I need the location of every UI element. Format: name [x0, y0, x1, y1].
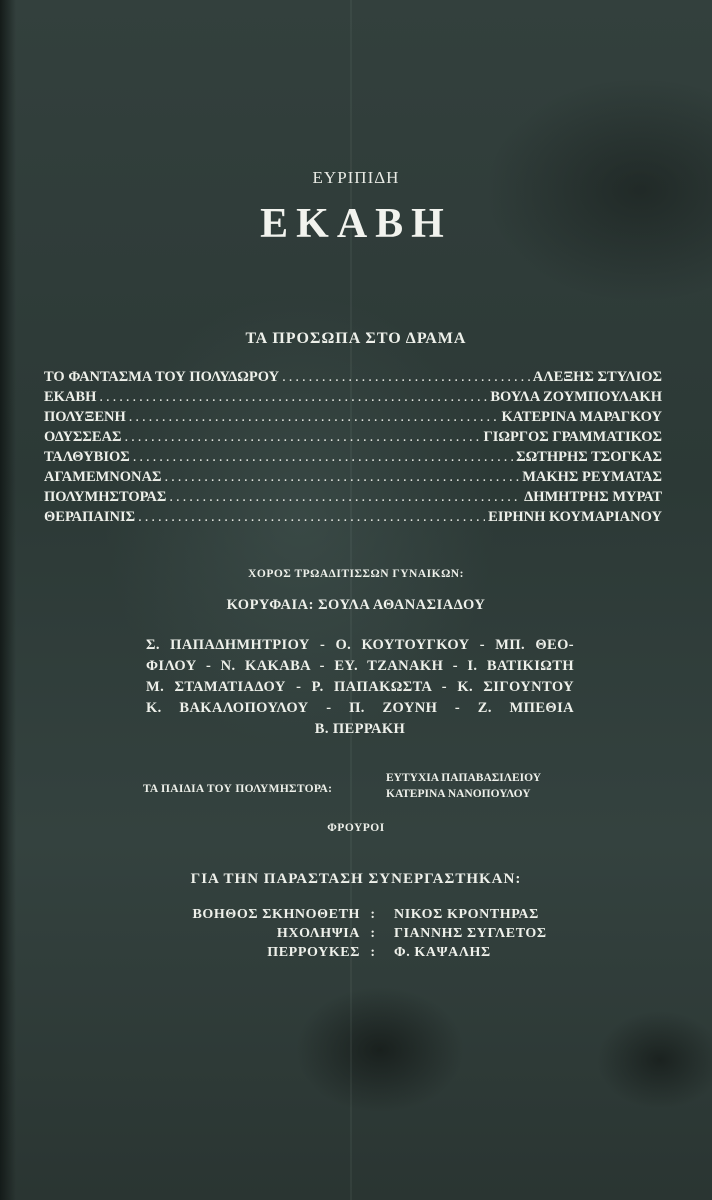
cast-actor: ΑΛΕΞΗΣ ΣΤΥΛΙΟΣ	[532, 369, 662, 385]
dot-leader	[169, 487, 521, 507]
dot-leader	[133, 447, 513, 467]
cast-role: ΘΕΡΑΠΑΙΝΙΣ	[44, 509, 136, 525]
credit-separator: :	[370, 907, 376, 922]
chorus-line: Κ. ΒΑΚΑΛΟΠΟΥΛΟΥ - Π. ΖΟΥΝΗ - Ζ. ΜΠΕΘΙΑ	[146, 700, 574, 716]
child-name: ΕΥΤΥΧΙΑ ΠΑΠΑΒΑΣΙΛΕΙΟΥ	[386, 772, 542, 784]
cast-role: ΤΟ ΦΑΝΤΑΣΜΑ ΤΟΥ ΠΟΛΥΔΩΡΟΥ	[44, 369, 280, 385]
cast-actor: ΕΙΡΗΝΗ ΚΟΥΜΑΡΙΑΝΟΥ	[488, 509, 662, 525]
chorus-line: Β. ΠΕΡΡΑΚΗ	[314, 721, 406, 737]
cast-actor: ΚΑΤΕΡΙΝΑ ΜΑΡΑΓΚΟΥ	[501, 409, 662, 425]
cast-list	[44, 367, 662, 527]
cast-role: ΕΚΑΒΗ	[44, 389, 97, 405]
dot-leader	[99, 387, 487, 407]
cast-role: ΠΟΛΥΞΕΝΗ	[44, 409, 126, 425]
cast-row	[44, 487, 662, 507]
chorus-heading: ΧΟΡΟΣ ΤΡΩΑΔΙΤΙΣΣΩΝ ΓΥΝΑΙΚΩΝ:	[248, 568, 464, 580]
cast-actor: ΔΗΜΗΤΡΗΣ ΜΥΡΑΤ	[524, 489, 662, 505]
cast-actor: ΣΩΤΗΡΗΣ ΤΣΟΓΚΑΣ	[516, 449, 662, 465]
cast-actor: ΜΑΚΗΣ ΡΕΥΜΑΤΑΣ	[522, 469, 662, 485]
children-names	[386, 770, 541, 802]
chorus-line: Μ. ΣΤΑΜΑΤΙΑΔΟΥ - Ρ. ΠΑΠΑΚΩΣΤΑ - Κ. ΣΙΓΟΥΝΤΟΥ	[146, 679, 574, 695]
credit-role: ΗΧΟΛΗΨΙΑ	[276, 926, 360, 941]
cast-row	[44, 367, 662, 387]
credit-row	[120, 905, 600, 924]
children-block	[0, 768, 712, 808]
credit-row	[120, 924, 600, 943]
cast-row	[44, 387, 662, 407]
dot-leader	[164, 467, 519, 487]
guards-heading: ΦΡΟΥΡΟΙ	[327, 822, 385, 834]
cast-heading: ΤΑ ΠΡΟΣΩΠΑ ΣΤΟ ΔΡΑΜΑ	[245, 330, 467, 347]
child-name: ΚΑΤΕΡΙΝΑ ΝΑΝΟΠΟΥΛΟΥ	[386, 788, 531, 800]
cast-row	[44, 427, 662, 447]
credits-list	[120, 905, 600, 962]
credit-name: Φ. ΚΑΨΑΛΗΣ	[394, 945, 491, 960]
author-name: ΕΥΡΙΠΙΔΗ	[312, 168, 400, 187]
credit-role: ΠΕΡΡΟΥΚΕΣ	[267, 945, 360, 960]
chorus-line: Σ. ΠΑΠΑΔΗΜΗΤΡΙΟΥ - Ο. ΚΟΥΤΟΥΓΚΟΥ - ΜΠ. ΘΕΟ-	[146, 637, 574, 653]
credit-name: ΝΙΚΟΣ ΚΡΟΝΤΗΡΑΣ	[394, 907, 539, 922]
credit-name: ΓΙΑΝΝΗΣ ΣΥΓΛΕΤΟΣ	[394, 926, 547, 941]
cast-actor: ΓΙΩΡΓΟΣ ΓΡΑΜΜΑΤΙΚΟΣ	[483, 429, 662, 445]
cast-actor: ΒΟΥΛΑ ΖΟΥΜΠΟΥΛΑΚΗ	[490, 389, 662, 405]
credit-separator: :	[370, 945, 376, 960]
dot-leader	[129, 407, 499, 427]
credit-separator: :	[370, 926, 376, 941]
chorus-members	[146, 635, 574, 740]
cast-row	[44, 407, 662, 427]
cast-row	[44, 467, 662, 487]
cast-role: ΑΓΑΜΕΜΝΟΝΑΣ	[44, 469, 162, 485]
credit-role: ΒΟΗΘΟΣ ΣΚΗΝΟΘΕΤΗ	[192, 907, 360, 922]
dot-leader	[125, 427, 481, 447]
cast-row	[44, 447, 662, 467]
chorus-leader: ΚΟΡΥΦΑΙΑ: ΣΟΥΛΑ ΑΘΑΝΑΣΙΑΔΟΥ	[226, 597, 486, 613]
dot-leader	[138, 507, 485, 527]
dot-leader	[282, 367, 530, 387]
children-label: ΤΑ ΠΑΙΔΙΑ ΤΟΥ ΠΟΛΥΜΗΣΤΟΡΑ:	[143, 783, 333, 795]
collaborators-heading: ΓΙΑ ΤΗΝ ΠΑΡΑΣΤΑΣΗ ΣΥΝΕΡΓΑΣΤΗΚΑΝ:	[190, 871, 522, 887]
credit-row	[120, 943, 600, 962]
play-title: ΕΚΑΒΗ	[260, 201, 452, 247]
cast-role: ΟΔΥΣΣΕΑΣ	[44, 429, 122, 445]
cast-role: ΠΟΛΥΜΗΣΤΟΡΑΣ	[44, 489, 167, 505]
cast-row	[44, 507, 662, 527]
cast-role: ΤΑΛΘΥΒΙΟΣ	[44, 449, 130, 465]
chorus-line: ΦΙΛΟΥ - Ν. ΚΑΚΑΒΑ - ΕΥ. ΤΖΑΝΑΚΗ - Ι. ΒΑΤΙΚΙΩΤΗ	[146, 658, 574, 674]
